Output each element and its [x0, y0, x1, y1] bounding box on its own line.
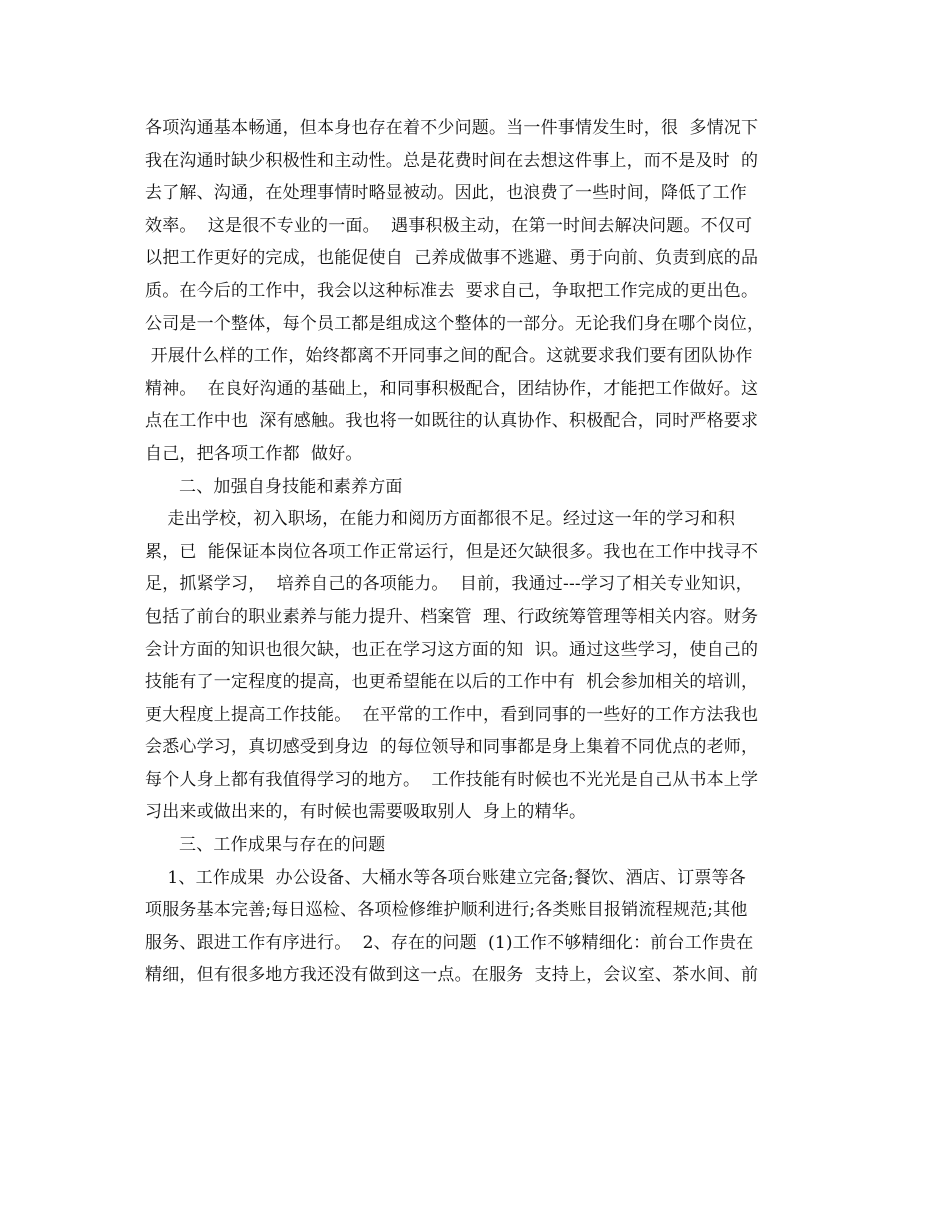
- text-line: 各项沟通基本畅通，但本身也存在着不少问题。当一件事情发生时，很 多情况下: [145, 118, 759, 138]
- text-line: 我在沟通时缺少积极性和主动性。总是花费时间在去想这件事上，而不是及时 的: [145, 150, 759, 171]
- text-line: 公司是一个整体，每个员工都是组成这个整体的一部分。无论我们身在哪个岗位，: [145, 313, 765, 334]
- text-line: 点在工作中也 深有感触。我也将一如既往的认真协作、积极配合，同时严格要求: [145, 411, 759, 432]
- text-line: 包括了前台的职业素养与能力提升、档案管 理、行政统筹管理等相关内容。财务: [145, 606, 759, 627]
- text-line: 自己，把各项工作都 做好。: [145, 443, 363, 464]
- section-heading-2: 二、加强自身技能和素养方面: [179, 476, 403, 497]
- text-line: 会计方面的知识也很欠缺，也正在学习这方面的知 识。通过这些学习，使自己的: [145, 639, 759, 660]
- text-line: 服务、跟进工作有序进行。 2、存在的问题 (1)工作不够精细化：前台工作贵在: [145, 932, 754, 953]
- text-line: 项服务基本完善;每日巡检、各项检修维护顺利进行;各类账目报销流程规范;其他: [145, 900, 748, 921]
- text-line: 质。在今后的工作中，我会以这种标准去 要求自己，争取把工作完成的更出色。: [145, 280, 759, 301]
- text-line: 技能有了一定程度的提高，也更希望能在以后的工作中有 机会参加相关的培训，: [145, 672, 759, 693]
- document-body: [145, 112, 810, 992]
- text-line: 效率。 这是很不专业的一面。 遇事积极主动，在第一时间去解决问题。不仅可: [145, 215, 753, 236]
- text-line: 走出学校，初入职场，在能力和阅历方面都很不足。经过这一年的学习和积: [145, 509, 736, 530]
- text-line: 累，已 能保证本岗位各项工作正常运行，但是还欠缺很多。我也在工作中找寻不: [145, 541, 759, 562]
- text-line: 精神。 在良好沟通的基础上，和同事积极配合，团结协作，才能把工作做好。这: [145, 378, 759, 399]
- text-line: 会悉心学习，真切感受到身边 的每位领导和同事都是身上集着不同优点的老师，: [145, 737, 759, 758]
- text-line: 去了解、沟通，在处理事情时略显被动。因此，也浪费了一些时间，降低了工作: [145, 183, 747, 204]
- text-line: 更大程度上提高工作技能。 在平常的工作中，看到同事的一些好的工作方法我也: [145, 704, 759, 725]
- text-line: 精细，但有很多地方我还没有做到这一点。在服务 支持上，会议室、茶水间、前: [145, 965, 759, 986]
- text-line: 以把工作更好的完成，也能促使自 己养成做事不逃避、勇于向前、负责到底的品: [145, 248, 759, 269]
- text-line: 开展什么样的工作，始终都离不开同事之间的配合。这就要求我们要有团队协作: [145, 346, 753, 367]
- text-line: 足，抓紧学习， 培养自己的各项能力。 目前，我通过---学习了相关专业知识，: [145, 574, 753, 595]
- text-line: 每个人身上都有我值得学习的地方。 工作技能有时候也不光光是自己从书本上学: [145, 769, 759, 790]
- text-line: 习出来或做出来的，有时候也需要吸取别人 身上的精华。: [145, 802, 587, 823]
- section-heading-3: 三、工作成果与存在的问题: [179, 835, 386, 856]
- text-line: 1、工作成果 办公设备、大桶水等各项台账建立完备;餐饮、酒店、订票等各: [145, 867, 746, 888]
